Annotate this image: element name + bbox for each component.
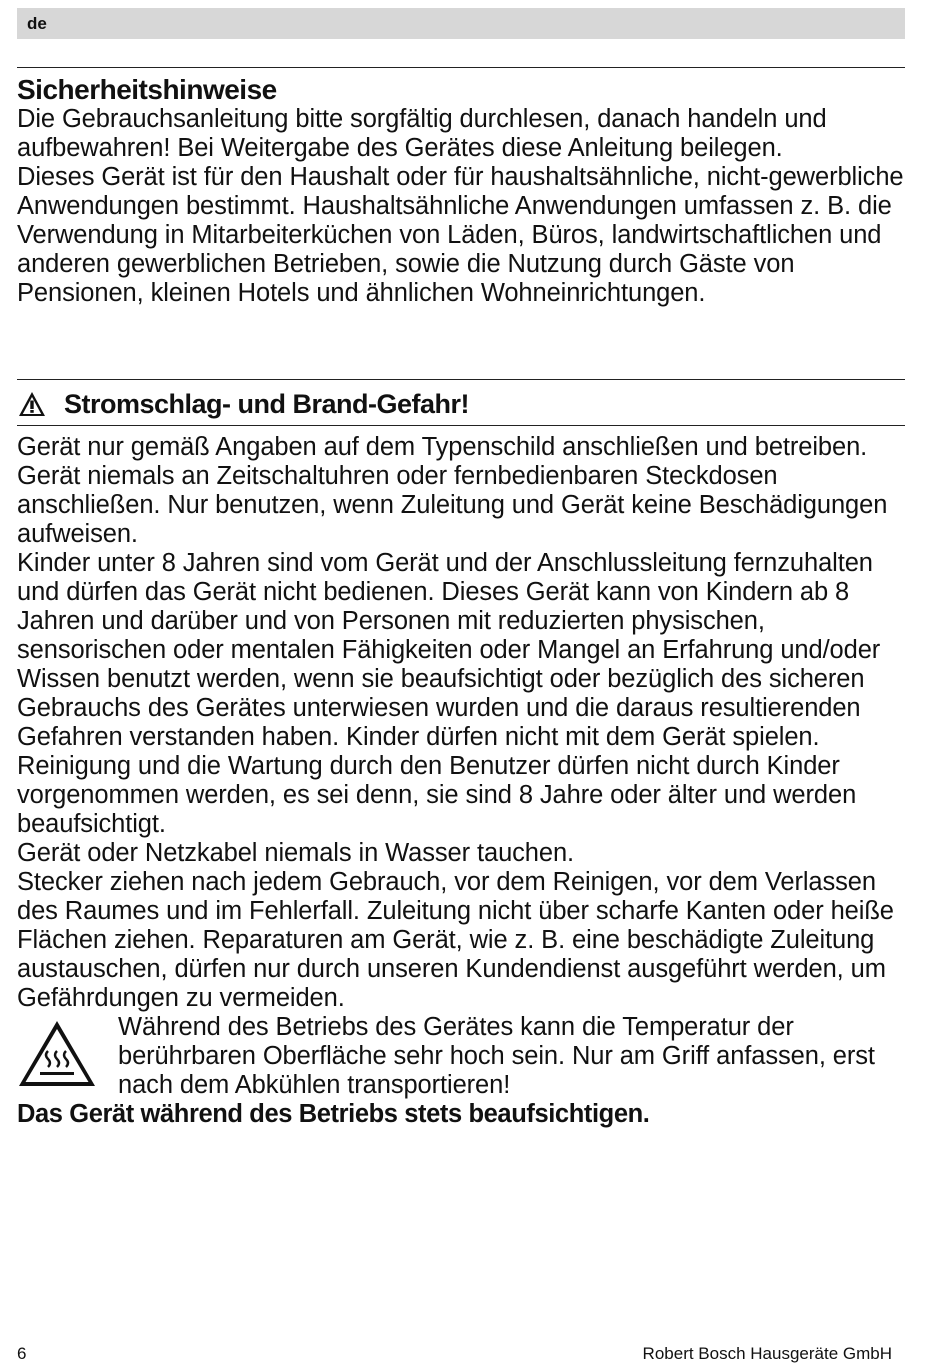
safety-section <box>17 75 905 308</box>
warning-triangle-icon <box>18 391 46 417</box>
hot-surface-icon <box>17 1019 97 1089</box>
hazard-paragraph-1: Gerät nur gemäß Angaben auf dem Typenschild anschließen und betreiben. Gerät niemals an Zeitschaltuhren oder fernbedienbaren Steckdosen anschließen. Nur benutzen, wenn Zuleitung und Gerät keine Beschädigungen aufweisen. <box>17 433 888 548</box>
language-code: de <box>27 14 47 33</box>
hazard-title: Stromschlag- und Brand-Gefahr! <box>64 389 470 419</box>
hazard-paragraph-2: Kinder unter 8 Jahren sind vom Gerät und der Anschlussleitung fernzuhalten und dürfen das Gerät nicht bedienen. Dieses Gerät kann von Kindern ab 8 Jahren und darüber und von Personen mit reduzierten physischen, sensorischen oder mentalen Fähigkeiten oder Mangel an Erfahrung und/oder Wissen benutzt werden, wenn sie beaufsichtigt oder bezüglich des sicheren Gebrauchs des Gerätes unterwiesen wurden und die daraus resultierenden Gefahren verstanden haben. Kinder dürfen nicht mit dem Gerät spielen. <box>17 549 881 751</box>
hazard-paragraph-4: Gerät oder Netzkabel niemals in Wasser tauchen. <box>17 839 575 867</box>
divider-hazard-bottom <box>17 425 905 426</box>
divider-top <box>17 67 905 68</box>
hazard-paragraph-5: Stecker ziehen nach jedem Gebrauch, vor dem Reinigen, vor dem Verlassen des Raumes und im Fehlerfall. Zuleitung nicht über scharfe Kanten oder heiße Flächen ziehen. Reparaturen am Gerät, wie z. B. eine beschädigte Zuleitung austauschen, dürfen nur durch unseren Kundendienst ausgeführt werden, um Gefährdungen zu vermeiden. <box>17 868 894 1012</box>
language-bar <box>17 8 905 39</box>
hazard-paragraph-3: Reinigung und die Wartung durch den Benutzer dürfen nicht durch Kinder vorgenommen werden, es sei denn, sie sind 8 Jahre oder älter und werden beaufsichtigt. <box>17 752 857 838</box>
safety-title: Sicherheitshinweise <box>17 74 277 105</box>
supervise-notice: Das Gerät während des Betriebs stets beaufsichtigen. <box>17 1100 650 1128</box>
page-number: 6 <box>17 1344 27 1363</box>
footer-company: Robert Bosch Hausgeräte GmbH <box>642 1344 892 1363</box>
hot-surface-text: Während des Betriebs des Gerätes kann die Temperatur der berührbaren Oberfläche sehr hoch sein. Nur am Griff anfassen, erst nach dem Abkühlen transportieren! <box>118 1013 875 1099</box>
hazard-section <box>17 433 905 1129</box>
safety-paragraph-1: Die Gebrauchsanleitung bitte sorgfältig durchlesen, danach handeln und aufbewahren! Bei Weitergabe des Gerätes diese Anleitung beilegen. <box>17 105 827 162</box>
safety-paragraph-2: Dieses Gerät ist für den Haushalt oder für haushaltsähnliche, nicht-gewerbliche Anwendungen bestimmt. Haushaltsähnliche Anwendungen umfassen z. B. die Verwendung in Mitarbeiterküchen von Läden, Büros, landwirtschaftlichen und anderen gewerblichen Betrieben, sowie die Nutzung durch Gäste von Pensionen, kleinen Hotels und ähnlichen Wohneinrichtungen. <box>17 163 904 307</box>
hot-surface-warning <box>17 1013 905 1100</box>
hazard-heading-row <box>17 388 905 420</box>
divider-hazard-top <box>17 379 905 380</box>
